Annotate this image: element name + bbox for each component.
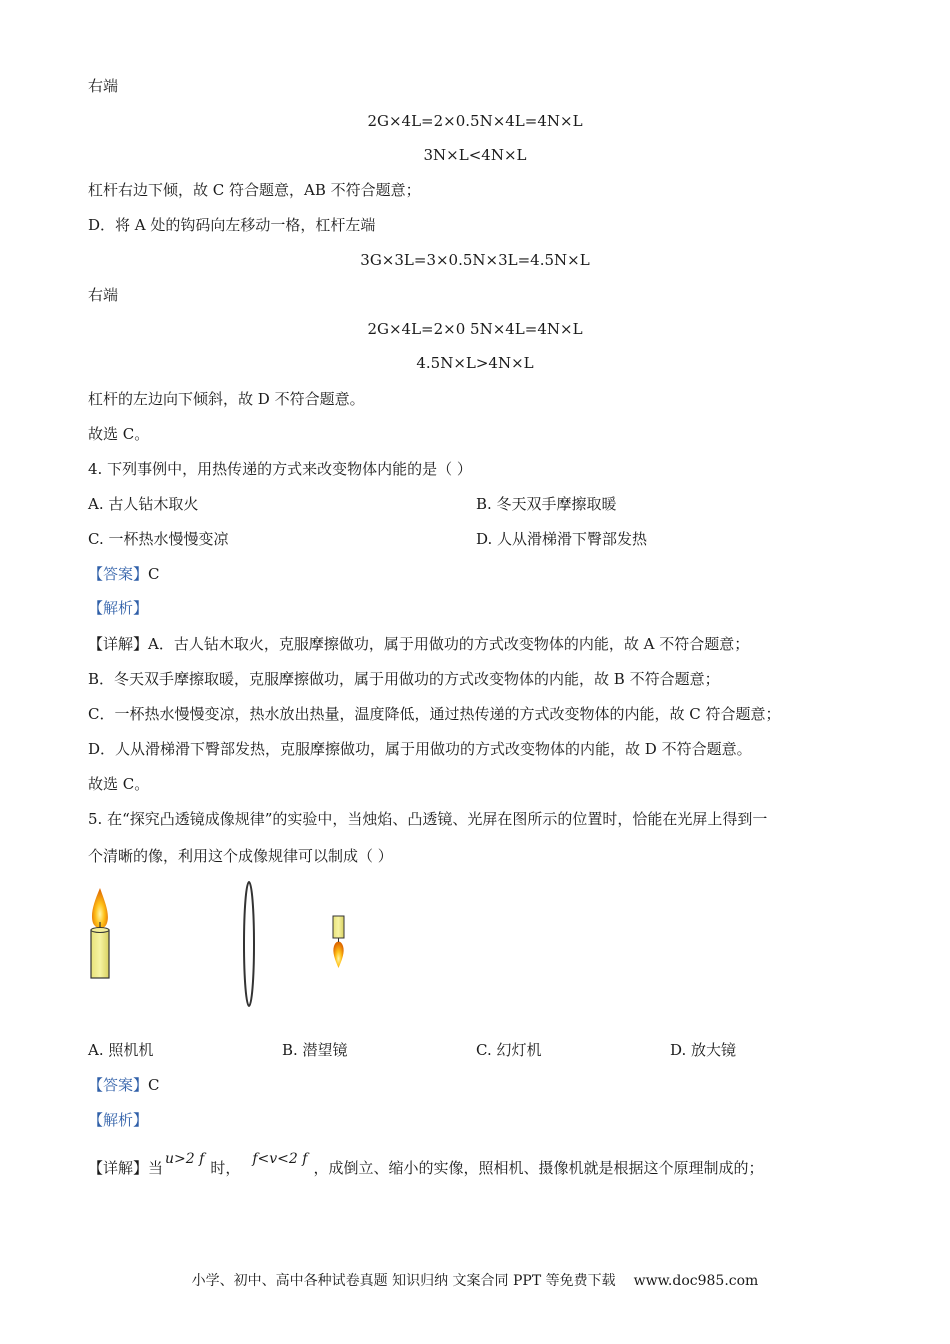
answer-value: C [148,565,160,583]
q5-option-d: D. 放大镜 [670,1041,737,1059]
answer-value: C [148,1076,160,1094]
equation: 3N×L<4N×L [423,146,527,164]
inverted-image-icon [333,916,344,968]
detail-post: ，成倒立、缩小的实像，照相机、摄像机就是根据这个原理制成的； [313,1159,764,1177]
detail-tag: 【详解】 [88,635,149,653]
candle-icon [91,888,109,978]
image-candle-body [333,916,344,938]
lens-outline [244,882,254,1006]
convex-lens-icon [244,882,254,1006]
candle-body [91,930,109,978]
equation: 2G×4L=2×0 5N×4L=4N×L [367,320,583,338]
q4-analysis-tag: 【解析】 [88,599,149,617]
text-line: 右端 [88,77,119,95]
equation: 4.5N×L>4N×L [416,354,534,372]
q4-conclusion: 故选 C。 [88,775,150,793]
candle-top [91,928,109,933]
optics-diagram [80,880,380,1010]
question-5-stem-line1: 5. 在“探究凸透镜成像规律”的实验中，当烛焰、凸透镜、光屏在图所示的位置时，恰能在光屏上得到一 [88,810,768,828]
image-flame [333,942,343,969]
equation: 3G×3L=3×0.5N×3L=4.5N×L [360,251,590,269]
q5-option-b: B. 潜望镜 [282,1041,348,1059]
condition-v-formula: f<v<2 f [252,1151,308,1167]
question-5-stem-line2: 个清晰的像，利用这个成像规律可以制成（ ） [88,847,393,865]
q5-option-c: C. 幻灯机 [476,1041,542,1059]
detail-pre: 当 [148,1159,164,1177]
q4-option-d: D. 人从滑梯滑下臀部发热 [476,530,648,548]
q5-answer [88,1075,160,1095]
text-line: D．将 A 处的钩码向左移动一格，杠杆左端 [88,216,376,234]
answer-tag: 【答案】 [88,1076,149,1094]
q4-detail-a [88,634,749,654]
detail-text: A．古人钻木取火，克服摩擦做功，属于用做功的方式改变物体的内能，故 A 不符合题意； [148,635,750,653]
text-line: 右端 [88,286,119,304]
q4-option-c: C. 一杯热水慢慢变凉 [88,530,229,548]
detail-mid: 时， [210,1159,241,1177]
text-line: 杠杆右边下倾，故 C 符合题意，AB 不符合题意； [88,181,421,199]
q5-option-a: A. 照机机 [88,1041,154,1059]
footer-text: 小学、初中、高中各种试卷真题 知识归纳 文案合同 PPT 等免费下载 [191,1273,616,1289]
q4-detail-d: D．人从滑梯滑下臀部发热，克服摩擦做功，属于用做功的方式改变物体的内能，故 D 不符合题意。 [88,740,752,758]
answer-tag: 【答案】 [88,565,149,583]
footer-site-link[interactable]: www.doc985.com [633,1273,759,1289]
q4-option-b: B. 冬天双手摩擦取暖 [476,495,617,513]
q4-detail-c: C．一杯热水慢慢变凉，热水放出热量，温度降低，通过热传递的方式改变物体的内能，故 C 符合题意； [88,705,781,723]
detail-tag: 【详解】 [88,1159,149,1177]
q5-analysis-tag: 【解析】 [88,1111,149,1129]
q4-answer [88,564,160,584]
page-footer [0,1270,950,1290]
q5-detail [88,1151,764,1179]
condition-u-formula: u>2 f [165,1151,205,1167]
equation: 2G×4L=2×0.5N×4L=4N×L [367,112,583,130]
text-line: 杠杆的左边向下倾斜，故 D 不符合题意。 [88,390,365,408]
question-4-stem: 4. 下列事例中，用热传递的方式来改变物体内能的是（ ） [88,460,472,478]
text-line: 故选 C。 [88,425,150,443]
q4-option-a: A. 古人钻木取火 [88,495,199,513]
q4-detail-b: B．冬天双手摩擦取暖，克服摩擦做功，属于用做功的方式改变物体的内能，故 B 不符合题意； [88,670,720,688]
